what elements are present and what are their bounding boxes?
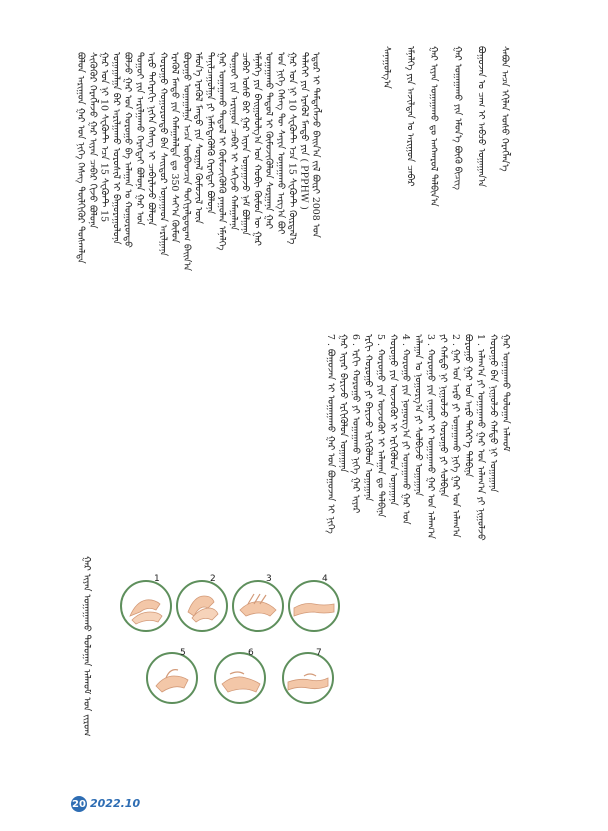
step-text-line: 2 . ᠭᠠᠷ ᠤᠨ ᠠᠷᠤ ᠶᠢ ᠤᠭᠠᠭᠠᠬᠤ ᠨᠢᠭᠡ ᠭᠠᠷ ᠤᠨ ᠠᠯᠠᠭ᠎ᠠ <box>450 334 461 538</box>
text-line: ᠡᠳᠦᠷ ᠢ ᠲᠡᠮᠳᠡᠭᠯᠡᠵᠦ ᠪᠠᠢᠨ᠎ᠠ ᠵᠢᠯ ᠪᠦᠷᠢ 2008 ᠤᠨ <box>310 52 321 238</box>
finger-backs-icon <box>290 582 338 630</box>
page-number-badge: 20 <box>71 796 87 812</box>
issue-date: 2022.10 <box>90 797 141 810</box>
step-4-illustration <box>288 580 340 632</box>
step-text-line: 5 . ᠬᠤᠷᠤᠭᠤ ᠶᠢᠨ ᠦᠵᠦᠭᠦᠷ ᠢ ᠠᠯᠠᠭᠠᠨ ᠳᠤ ᠲᠠᠯᠪᠢᠨᠠ <box>375 334 386 518</box>
step-text-line: ᠶᠢ ᠬᠠᠮᠲᠤ ᠨᠢ ᠨᠢᠭᠤᠯᠵᠤ ᠬᠤᠷᠤᠭᠤ ᠶᠢ ᠰᠤᠯᠪᠢᠨᠠ <box>437 334 449 498</box>
wrist-wash-icon <box>284 654 332 702</box>
text-line: ᠡᠮᠨᠡᠯᠭᠡ ᠶᠢᠨ ᠠᠵᠢᠯᠲᠠᠨ ᠤ ᠠᠷᠢᠭᠤᠨ ᠴᠡᠪᠡᠷ <box>404 46 416 187</box>
hands-palms-icon <box>122 582 170 630</box>
step-text-line: ᠭᠠᠷ ᠢᠶᠠᠷ ᠪᠠᠷᠢᠵᠤ ᠡᠷᠭᠢᠭᠦᠯᠦᠨ ᠤᠭᠠᠭᠠᠨᠠ <box>337 334 349 473</box>
article-text-steps <box>326 334 510 592</box>
step-1-illustration <box>120 580 172 632</box>
step-6-illustration <box>214 652 266 704</box>
step-number: 7 <box>316 648 322 658</box>
step-text-line: 4 . ᠬᠤᠷᠤᠭᠤ ᠶᠢᠨ ᠨᠤᠭᠤᠷᠭ᠎ᠠ ᠶᠢ ᠤᠭᠠᠭᠠᠬᠤ ᠭᠠᠷ ᠤᠨ <box>400 334 411 525</box>
step-7-illustration <box>282 652 334 704</box>
text-line: ᠪᠤᠯᠤᠨ ᠠᠷᠢᠭᠤᠨ ᠭᠠᠷ ᠤᠨ ᠨᠢᠭᠡ ᠬᠡᠰᠡᠭ ᠲᠦᠯᠬᠢᠭᠦᠷ ᠲᠤᠰᠬᠠᠯᠲᠠ <box>75 52 86 264</box>
step-number: 2 <box>210 574 216 584</box>
step-text-line: ᠭᠠᠷ ᠤᠭᠠᠭᠠᠬᠤ ᠳᠣᠯᠣᠭᠠᠨ ᠠᠯᠬᠤᠮ <box>500 334 511 452</box>
text-line: ᠪᠤᠯᠵᠤ ᠭᠠᠷ ᠤᠨ ᠬᠤᠷᠤᠭᠤ ᠪᠠ ᠠᠯᠠᠭᠠᠨ ᠤ ᠬᠤᠭᠤᠷᠤᠨᠳᠤ <box>122 52 133 248</box>
step-text-line: ᠬᠤᠷᠤᠭᠤ ᠶᠢᠨ ᠦᠵᠦᠭᠦᠷ ᠢ ᠡᠷᠭᠢᠭᠦᠯᠦᠨ ᠤᠭᠠᠭᠠᠨᠠ <box>387 334 399 506</box>
text-line: ᠡᠮᠦᠨ᠎ᠡ ᠡᠷᠡᠭᠦᠯ ᠮᠡᠨᠳᠦ ᠶᠢᠨ ᠰᠤᠷᠭᠠᠯ ᠬᠦᠮᠦᠵᠢᠯ ᠦᠨ <box>192 52 204 224</box>
thumb-rotate-icon <box>148 654 196 702</box>
text-line: ᠴᠡᠪᠡᠷ ᠤᠰᠤ ᠪᠠᠷ ᠭᠠᠷ ᠢᠶᠠᠨ ᠤᠭᠠᠭᠠᠵᠤ ᠨᠠᠮ ᠪᠤᠯᠭᠠᠨᠠ <box>239 52 251 236</box>
step-text-line: ᠡᠷᠬᠢ ᠬᠤᠷᠤᠭᠤ ᠶᠢ ᠪᠠᠷᠢᠵᠤ ᠡᠷᠭᠢᠭᠦᠯᠦᠨ ᠤᠭᠠᠭᠠᠨᠠ <box>362 334 374 502</box>
text-line: ᠡᠮᠨᠡᠯᠭᠡ ᠶᠢᠨ ᠪᠠᠢᠭᠤᠯᠤᠯᠭ᠎ᠠ ᠤᠨ ᠬᠤᠪᠢ ᠬᠦᠮᠦᠨ ᠦ ᠭᠠᠷ <box>251 52 263 246</box>
text-line: ᠲᠠᠨᠢᠯᠴᠠᠭᠤᠯᠭᠠ ᠶᠢ ᠨᠡᠮᠡᠭᠳᠡᠭᠦᠯᠬᠦ ᠬᠡᠷᠡᠭᠲᠡᠢ ᠪᠤᠯᠤᠨᠠ <box>204 52 216 215</box>
text-line: ᠪᠤᠷᠤᠭᠤ ᠤᠭᠠᠭᠠᠯᠭᠠ ᠠᠴᠠ ᠦᠪᠡᠳᠴᠢᠨ ᠲᠤᠬᠢᠶᠠᠯᠳᠤᠳᠠᠭ ᠪᠠᠢᠨ᠎ᠠ <box>180 52 192 271</box>
text-line: ᠠᠷᠤ ᠳᠡᠭᠡᠷᠡᠬᠢ ᠨᠢᠭᠡᠨ ᠬᠡᠰᠡᠭ ᠢ ᠴᠡᠪᠡᠷᠯᠡᠵᠦ ᠪᠤᠯᠤᠨᠠ <box>145 52 157 226</box>
text-line: ᠤᠨ ᠨᠢᠭᠡ ᠬᠡᠰᠡᠭ ᠲᠦ ᠰᠠᠶᠢᠨ ᠤᠭᠠᠭᠠᠬᠤ ᠠᠷᠭ᠎ᠠ ᠪᠤᠢ <box>274 52 286 235</box>
text-line: ᠤᠭᠠᠭᠠᠯᠭᠠ ᠪᠠᠷ ᠠᠷᠢᠯᠭᠠᠬᠤ ᠤᠷᠤᠰᠢᠯ ᠢ ᠪᠠᠭᠤᠷᠠᠭᠤᠯᠤᠨᠠ <box>110 52 122 245</box>
text-line: ᠤᠭᠠᠭᠠᠬᠤ ᠳᠠᠳᠤᠯ ᠢ ᠬᠦᠮᠦᠵᠢᠭᠦᠯᠦᠨ ᠰᠤᠷᠭᠠᠨᠠ ᠭᠠᠷ <box>263 52 274 229</box>
step-text-line: ᠬᠤᠷᠤᠭᠤ ᠪᠠᠨ ᠨᠢᠭᠤᠯᠵᠤ ᠬᠠᠮᠲᠤ ᠨᠢ ᠤᠭᠠᠭᠠᠨᠠ <box>487 334 499 493</box>
step-text-line: 1 . ᠠᠯᠠᠭ᠎ᠠ ᠶᠢ ᠤᠭᠠᠭᠠᠬᠤ ᠭᠠᠷ ᠤᠨ ᠠᠯᠠᠭ᠎ᠠ ᠶᠢ ᠨᠢᠭᠤᠯᠵᠤ <box>475 334 486 541</box>
hands-back-icon <box>178 582 226 630</box>
text-line: ᠰᠢᠭᠦᠭᠦᠷ ᠬᠡᠷᠡᠭᠯᠡᠵᠦ ᠭᠠᠷ ᠢᠶᠠᠨ ᠴᠡᠪᠡᠷ ᠬᠢᠵᠦ ᠪᠤᠯᠤᠨᠠ <box>86 52 98 229</box>
text-line: ᠪᠤᠭᠤᠵᠠᠨ ᠤ ᠴᠠᠭ ᠢ ᠠᠪᠴᠤ ᠤᠭᠠᠭᠠᠨ᠎ᠠ <box>475 46 487 188</box>
text-line: ᠳᠤᠭᠤᠢ ᠶᠢᠨ ᠠᠷᠢᠭᠤᠨ ᠴᠡᠪᠡᠷ ᠢ ᠰᠠᠬᠢᠵᠤ ᠬᠠᠮᠠᠭᠠᠯᠠᠨᠠ <box>227 52 239 231</box>
text-line: ᠰᠠᠪᠤᠨ ᠠᠴᠠ ᠡᠬᠢᠯᠡᠨ ᠤᠰᠤ ᠬᠡᠷᠡᠭᠯᠡᠨ᠎ᠡ <box>498 46 510 172</box>
article-text-main <box>76 52 320 588</box>
step-number: 1 <box>154 574 160 584</box>
step-3-illustration <box>232 580 284 632</box>
illustration-caption <box>82 556 102 792</box>
text-line: ᠭᠠᠷ ᠤᠨ ᠨᠢ 10 ᠰᠧᠺᠦᠨᠲ ᠡᠴᠡ 15 ᠰᠧᠺᠦᠨᠲ ᠬᠦᠷᠲᠡᠯ᠎ᠡ <box>286 52 298 245</box>
text-line: ᠭᠠᠷ ᠤᠨ ᠨᠢ 10 ᠰᠧᠺᠦᠨᠲ ᠡᠴᠡ 15 ᠰᠧᠺᠦᠨᠲ 15 <box>98 52 110 223</box>
step-number: 5 <box>180 648 186 658</box>
step-text-line: 3 . ᠬᠤᠷᠤᠭᠤ ᠶᠢᠨ ᠵᠠᠭᠤᠷ ᠢ ᠤᠭᠠᠭᠠᠬᠤ ᠭᠠᠷ ᠤᠨ ᠠᠯᠠᠭ᠎ᠠ <box>425 334 436 539</box>
step-number: 6 <box>248 648 254 658</box>
text-line: ᠭᠠᠷ ᠤᠭᠠᠭᠠᠬᠤ ᠶᠢᠨ ᠡᠮᠦᠨ᠎ᠡ ᠪᠦᠬᠦ ᠪᠢᠴᠢᠭ <box>451 46 463 190</box>
text-line: ᠬᠤᠷᠤᠭᠤ ᠬᠤᠭᠤᠷᠤᠨᠳᠤ ᠪᠠᠨ ᠰᠠᠢᠲᠤᠷ ᠤᠭᠠᠭᠠᠳ ᠠᠷᠢᠯᠭᠠᠨᠠ <box>157 52 169 257</box>
text-line: ᠡᠷᠡᠭᠦᠯ ᠮᠡᠨᠳᠦ ᠶᠢᠨ ᠬᠠᠮᠠᠭᠠᠯᠠᠯᠲᠠ ᠳᠤ 350 ᠰᠠᠶ᠎ᠠ ᠬᠦᠮᠦᠨ <box>169 52 180 243</box>
step-5-illustration <box>146 652 198 704</box>
text-line: ᠭᠠᠷ ᠢᠶᠠᠨ ᠤᠭᠠᠭᠠᠬᠤ ᠳᠤ ᠠᠩᠬᠠᠷᠤᠯ ᠲᠠᠯᠪᠢᠨ᠎ᠠ <box>428 46 440 207</box>
article-text-side <box>382 46 509 288</box>
fingertips-palm-icon <box>216 654 264 702</box>
step-2-illustration <box>176 580 228 632</box>
step-number: 3 <box>266 574 272 584</box>
text-line: ᠭᠠᠷ ᠤᠭᠠᠭᠠᠬᠤ ᠳᠠᠳᠤᠯ ᠢ ᠬᠦᠮᠦᠵᠢᠭᠦᠯᠬᠦ ᠶᠠᠭᠤᠯᠠᠨ ᠡᠮᠨᠡᠯᠭᠡ <box>216 52 227 251</box>
text-line: ᠳᠤᠭᠤᠢ ᠶᠢᠨ ᠠᠷᠢᠯᠭᠠᠬᠤ ᠬᠡᠷᠡᠭᠲᠡᠢ ᠪᠤᠯᠤᠨᠠ ᠭᠠᠷ ᠤᠨ <box>133 52 145 226</box>
step-text-line: ᠪᠤᠷᠤᠭᠤ ᠭᠠᠷ ᠤᠨ ᠠᠷᠤ ᠳᠡᠭᠡᠷ᠎ᠡ ᠲᠠᠯᠪᠢᠨᠠ <box>462 334 474 478</box>
text-line: ᠳᠡᠯᠡᠬᠡᠢ ᠶᠢᠨ ᠡᠷᠡᠭᠦᠯ ᠮᠡᠨᠳᠦ ᠶᠢᠨ ( PPPHW ) <box>298 52 310 210</box>
step-text-line: ᠠᠯᠠᠭᠠᠨ ᠤ ᠨᠤᠭᠤᠷᠭ᠎ᠠ ᠶᠢ ᠰᠤᠯᠪᠢᠵᠤ ᠤᠭᠠᠭᠠᠨᠠ <box>412 334 424 497</box>
step-text-line: 6 . ᠡᠷᠬᠢ ᠬᠤᠷᠤᠭᠤ ᠶᠢ ᠤᠭᠠᠭᠠᠬᠤ ᠨᠢᠭᠡ ᠭᠠᠷ ᠢᠶᠠᠷ <box>350 334 361 514</box>
handwash-steps-illustration <box>120 570 350 710</box>
fingers-interlaced-icon <box>234 582 282 630</box>
step-number: 4 <box>322 574 328 584</box>
text-line: ᠰᠠᠨᠠᠭᠤᠯᠭ᠎ᠠ <box>381 46 392 89</box>
step-text-line: 7 . ᠪᠤᠭᠤᠵᠠᠨ ᠢ ᠤᠭᠠᠭᠠᠬᠤ ᠭᠠᠷ ᠤᠨ ᠪᠤᠭᠤᠵᠠᠨ ᠢ ᠨᠢᠭᠡ <box>325 334 336 534</box>
caption-line: ᠭᠠᠷ ᠢᠶᠠᠨ ᠤᠭᠠᠭᠠᠬᠤ ᠳᠣᠯᠣᠭᠠᠨ ᠠᠯᠬᠤᠮ ᠤᠨ ᠵᠢᠷᠤᠭ <box>81 556 92 737</box>
